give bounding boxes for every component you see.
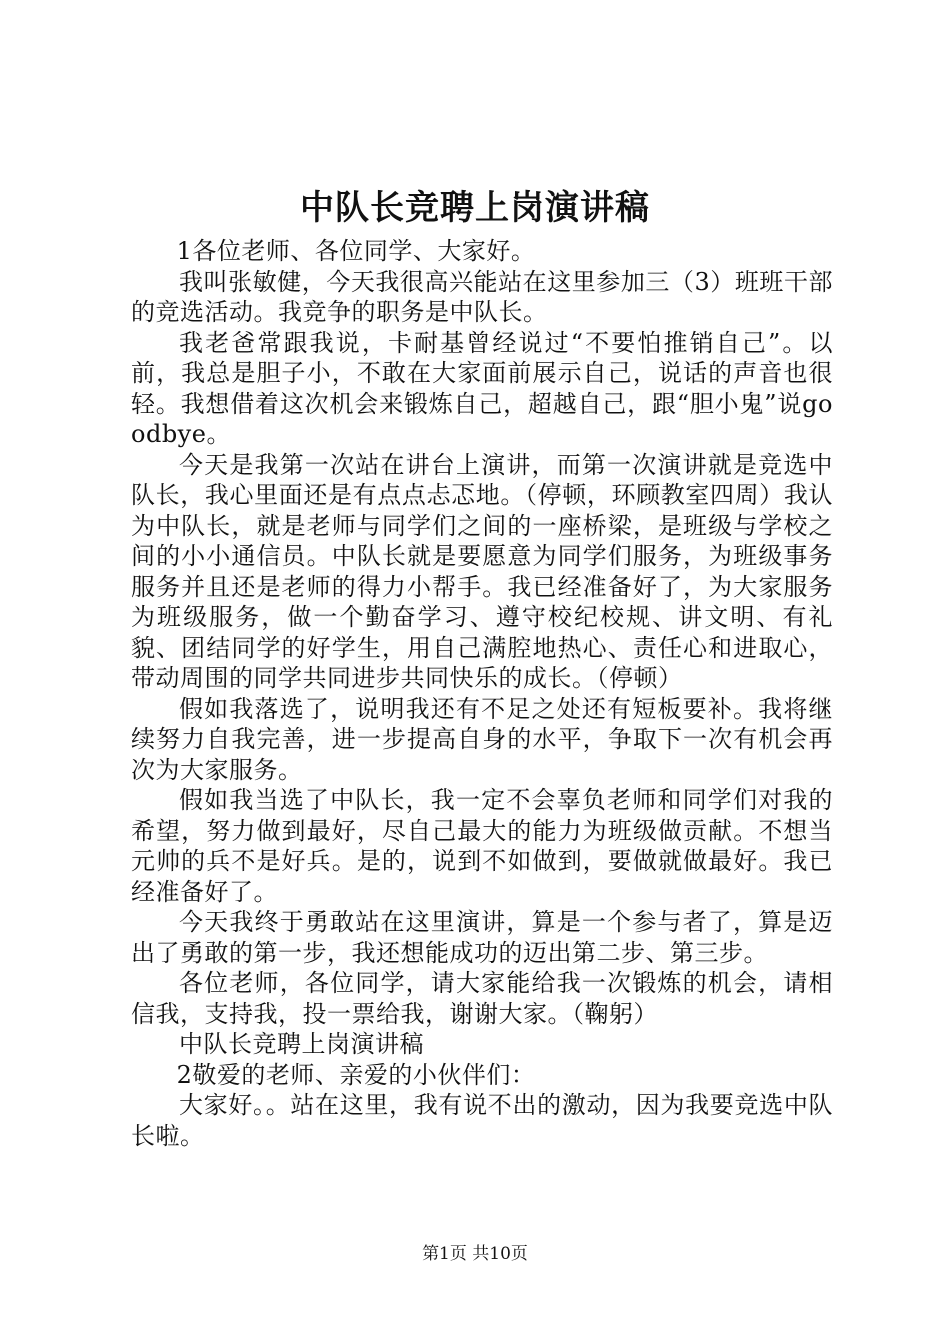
document-body (131, 236, 833, 1151)
paragraph-first-step: 今天我终于勇敢站在这里演讲，算是一个参与者了，算是迈出了勇敢的第一步，我还想能成功的迈出第二步、第三步。 (131, 908, 833, 967)
page-number-footer: 第1页 共10页 (422, 1244, 528, 1264)
paragraph-self-intro: 我叫张敏健，今天我很高兴能站在这里参加三（3）班班干部的竞选活动。我竞争的职务是中队长。 (131, 267, 833, 326)
paragraph-greeting-2: 2敬爱的老师、亲爱的小伙伴们： (176, 1060, 536, 1089)
paragraph-if-lose: 假如我落选了，说明我还有不足之处还有短板要补。我将继续努力自我完善，进一步提高自身的水平，争取下一次有机会再次为大家服务。 (131, 694, 833, 784)
paragraph-role-understanding: 今天是我第一次站在讲台上演讲，而第一次演讲就是竞选中队长，我心里面还是有点点忐忑地。（停顿，环顾教室四周）我认为中队长，就是老师与同学们之间的一座桥梁，是班级与学校之间的小小通信员。中队长就是要愿意为同学们服务，为班级事务服务并且还是老师的得力小帮手。我已经准备好了，为大家服务为班级服务，做一个勤奋学习、遵守校纪校规、讲文明、有礼貌、团结同学的好学生，用自己满腔地热心、责任心和进取心，带动周围的同学共同进步共同快乐的成长。（停顿） (131, 450, 833, 692)
document-title: 中队长竞聘上岗演讲稿 (300, 188, 650, 228)
paragraph-second-title: 中队长竞聘上岗演讲稿 (179, 1030, 424, 1058)
paragraph-closing: 各位老师，各位同学，请大家能给我一次锻炼的机会，请相信我，支持我，投一票给我，谢谢大家。（鞠躬） (131, 969, 833, 1028)
paragraph-if-win: 假如我当选了中队长，我一定不会辜负老师和同学们对我的希望，努力做到最好，尽自己最大的能力为班级做贡献。不想当元帅的兵不是好兵。是的，说到不如做到，要做就做最好。我已经准备好了。 (131, 786, 833, 906)
paragraph-opening-2: 大家好。。站在这里，我有说不出的激动，因为我要竞选中队长啦。 (131, 1091, 833, 1150)
paragraph-motivation: 我老爸常跟我说，卡耐基曾经说过“不要怕推销自己”。以前，我总是胆子小，不敢在大家面前展示自己，说话的声音也很轻。我想借着这次机会来锻炼自己，超越自己，跟“胆小鬼”说goodbye。 (131, 328, 833, 448)
paragraph-greeting-1: 1各位老师、各位同学、大家好。 (176, 237, 536, 265)
